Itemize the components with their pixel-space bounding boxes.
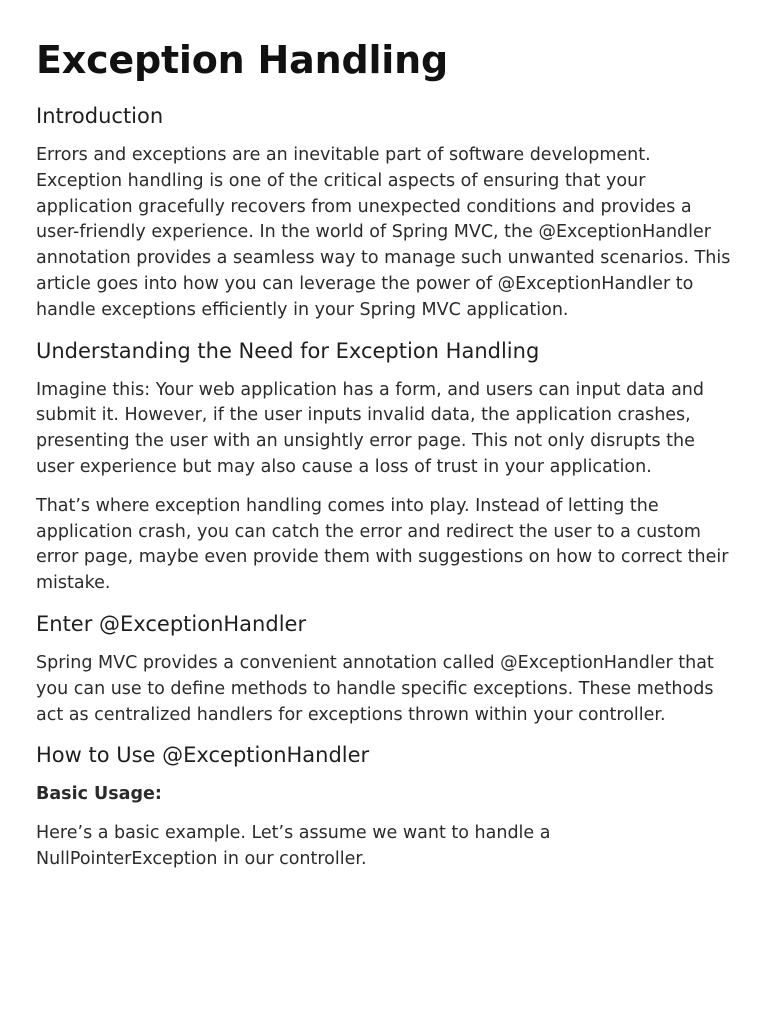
article-title: Exception Handling [36, 38, 448, 82]
section-heading-enter: Enter @ExceptionHandler [36, 611, 307, 636]
paragraph-need-2: That’s where exception handling comes into play. Instead of letting the application crash, you can catch the error and redirect the user to a custom error page, maybe even provide them with suggestions on how to correct their mistake. [36, 495, 729, 594]
paragraph-howto: Here’s a basic example. Let’s assume we want to handle a NullPointerException in our controller. [36, 823, 551, 869]
paragraph-introduction: Errors and exceptions are an inevitable part of software development. Exception handling is one of the critical aspects of ensuring that your application gracefully recovers from unexpected conditions and provides a user-friendly experience. In the world of Spring MVC, the @ExceptionHandler annotation provides a seamless way to manage such unwanted scenarios. This article goes into how you can leverage the power of @ExceptionHandler to handle exceptions efficiently in your Spring MVC application. [36, 145, 731, 320]
section-heading-howto: How to Use @ExceptionHandler [36, 743, 370, 768]
paragraph-enter: Spring MVC provides a convenient annotation called @ExceptionHandler that you can use to define methods to handle specific exceptions. These methods act as centralized handlers for exceptions thrown within your controller. [36, 652, 714, 725]
section-heading-introduction: Introduction [36, 104, 164, 128]
paragraph-need-1: Imagine this: Your web application has a form, and users can input data and submit it. However, if the user inputs invalid data, the application crashes, presenting the user with an unsightly error page. This not only disrupts the user experience but may also cause a loss of trust in your application. [36, 379, 705, 477]
subheading-basic-usage: Basic Usage: [36, 784, 162, 805]
section-heading-need: Understanding the Need for Exception Handling [36, 338, 540, 363]
